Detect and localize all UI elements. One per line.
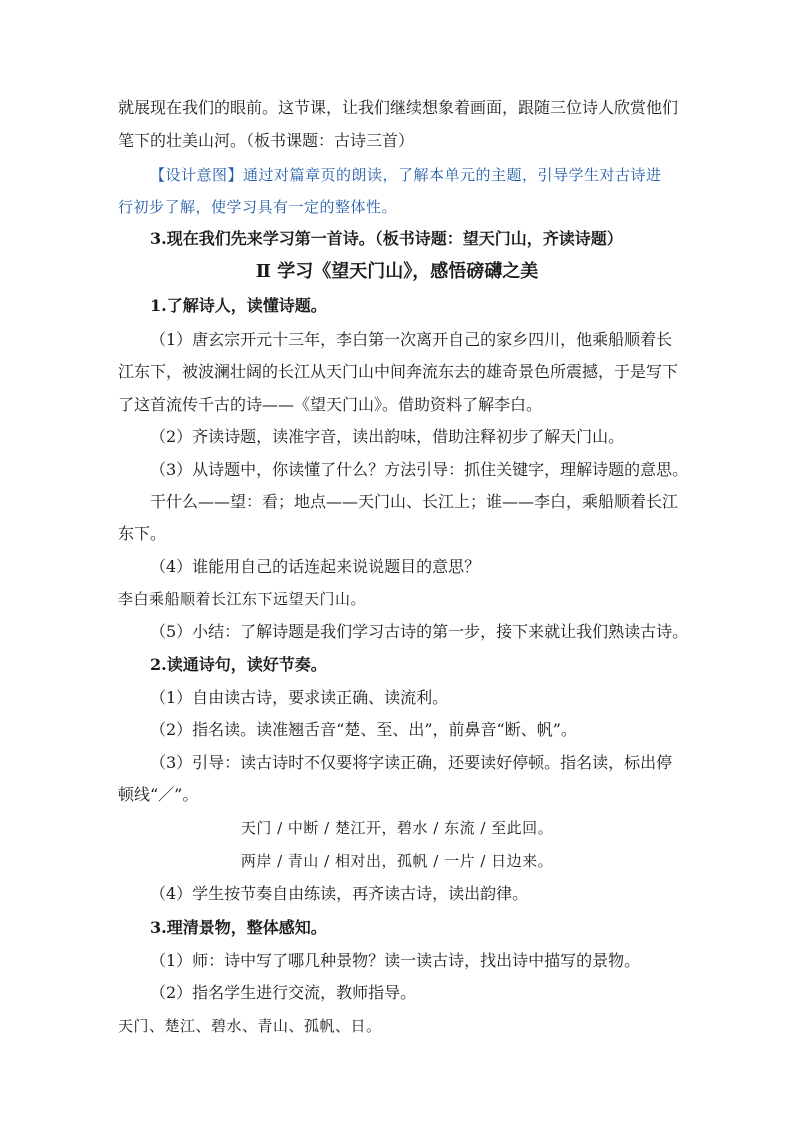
poem-line: 天门 / 中断 / 楚江开，碧水 / 东流 / 至此回。 [240,819,554,837]
step-heading: 3.理清景物，整体感知。 [150,918,327,937]
paragraph-line: （1）唐玄宗开元十三年，李白第一次离开自己的家乡四川，他乘船顺着长 [150,330,673,349]
paragraph-line: （1）师：诗中写了哪几种景物？读一读古诗，找出诗中描写的景物。 [150,951,641,970]
step-heading: 1.了解诗人，读懂诗题。 [150,296,327,315]
paragraph-line: （5）小结：了解诗题是我们学习古诗的第一步，接下来就让我们熟读古诗。 [150,622,689,641]
paragraph-line: （2）指名学生进行交流，教师指导。 [150,983,417,1002]
paragraph-line: 干什么——望：看；地点——天门山、长江上；谁——李白，乘船顺着长江 [150,492,679,511]
paragraph-line: 江东下，被波澜壮阔的长江从天门山中间奔流东去的雄奇景色所震撼，于是写下 [118,362,679,381]
paragraph-line: （2）齐读诗题，读准字音，读出韵味，借助注释初步了解天门山。 [150,427,625,446]
paragraph-line: （3）从诗题中，你读懂了什么？方法引导：抓住关键字，理解诗题的意思。 [150,460,689,479]
paragraph-line: （1）自由读古诗，要求读正确、读流利。 [150,688,449,707]
poem-line: 两岸 / 青山 / 相对出，孤帆 / 一片 / 日边来。 [240,852,554,870]
paragraph-line: （2）指名读。读准翘舌音“楚、至、出”，前鼻音“断、帆”。 [150,720,577,739]
paragraph-line: （3）引导：读古诗时不仅要将字读正确，还要读好停顿。指名读，标出停 [150,753,673,772]
step-heading: 3.现在我们先来学习第一首诗。（板书诗题：望天门山，齐读诗题） [150,229,623,248]
answer-line: 天门、楚江、碧水、青山、孤帆、日。 [118,1017,382,1035]
paragraph-line: 了这首流传千古的诗——《望天门山》。借助资料了解李白。 [118,395,543,414]
paragraph-line: （4）学生按节奏自由练读，再齐读古诗，读出韵律。 [150,884,529,903]
answer-line: 李白乘船顺着长江东下远望天门山。 [118,590,367,608]
section-heading: Ⅱ 学习《望天门山》，感悟磅礴之美 [255,261,539,282]
paragraph-line: 顿线“／”。 [118,785,199,804]
paragraph-line: 就展现在我们的眼前。这节课，让我们继续想象着画面，跟随三位诗人欣赏他们 [118,98,679,117]
paragraph-line: （4）谁能用自己的话连起来说说题目的意思？ [150,557,481,576]
design-intent-line: 行初步了解，使学习具有一定的整体性。 [118,198,398,216]
design-intent-line: 【设计意图】通过对篇章页的朗读，了解本单元的主题，引导学生对古诗进 [150,166,662,184]
step-heading: 2.读通诗句，读好节奏。 [150,655,327,674]
paragraph-line: 笔下的壮美山河。（板书课题：古诗三首） [118,131,415,150]
paragraph-line: 东下。 [118,524,167,543]
